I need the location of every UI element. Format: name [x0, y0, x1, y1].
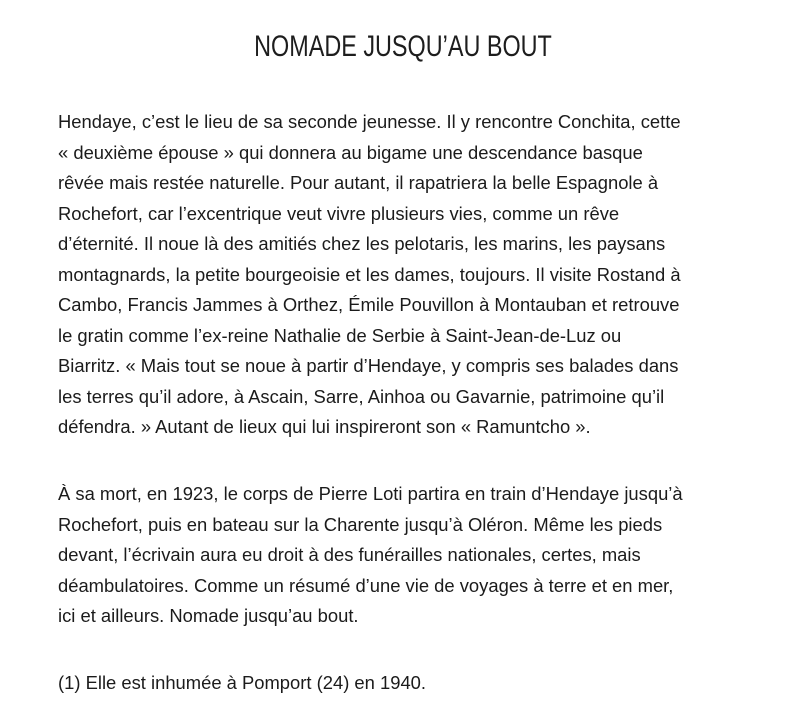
text-line: d’éternité. Il noue là des amitiés chez les pelotaris, les marins, les paysans [58, 233, 666, 254]
text-line: rêvée mais restée naturelle. Pour autant, il rapatriera la belle Espagnole à [58, 172, 659, 193]
text-line: Rochefort, car l’excentrique veut vivre plusieurs vies, comme un rêve [58, 202, 620, 224]
text-line: devant, l’écrivain aura eu droit à des funérailles nationales, certes, mais [58, 544, 641, 565]
text-line: Hendaye, c’est le lieu de sa seconde jeunesse. Il y rencontre Conchita, cette [58, 111, 681, 132]
paragraph-death [58, 479, 748, 632]
text-line: Biarritz. « Mais tout se noue à partir d’Hendaye, y compris ses balades dans [58, 355, 679, 376]
article-title: NOMADE JUSQU’AU BOUT [254, 30, 552, 63]
footnote-text: (1) Elle est inhumée à Pomport (24) en 1940. [58, 672, 427, 693]
text-line: déambulatoires. Comme un résumé d’une vie de voyages à terre et en mer, [58, 574, 674, 596]
footnote [58, 668, 748, 699]
article-body [58, 0, 748, 693]
paragraph-hendaye [58, 107, 748, 443]
text-line: « deuxième épouse » qui donnera au bigame une descendance basque [58, 141, 643, 163]
text-line: défendra. » Autant de lieux qui lui inspireront son « Ramuntcho ». [58, 416, 591, 437]
text-line: les terres qu’il adore, à Ascain, Sarre, Ainhoa ou Gavarnie, patrimoine qu’il [58, 385, 665, 407]
text-line: ici et ailleurs. Nomade jusqu’au bout. [58, 605, 359, 626]
text-line: À sa mort, en 1923, le corps de Pierre Loti partira en train d’Hendaye jusqu’à [58, 483, 683, 504]
text-line: Cambo, Francis Jammes à Orthez, Émile Pouvillon à Montauban et retrouve [58, 294, 680, 315]
text-line: montagnards, la petite bourgeoisie et les dames, toujours. Il visite Rostand à [58, 263, 681, 285]
text-line: Rochefort, puis en bateau sur la Charente jusqu’à Oléron. Même les pieds [58, 513, 663, 535]
text-line: le gratin comme l’ex-reine Nathalie de Serbie à Saint-Jean-de-Luz ou [58, 324, 622, 346]
